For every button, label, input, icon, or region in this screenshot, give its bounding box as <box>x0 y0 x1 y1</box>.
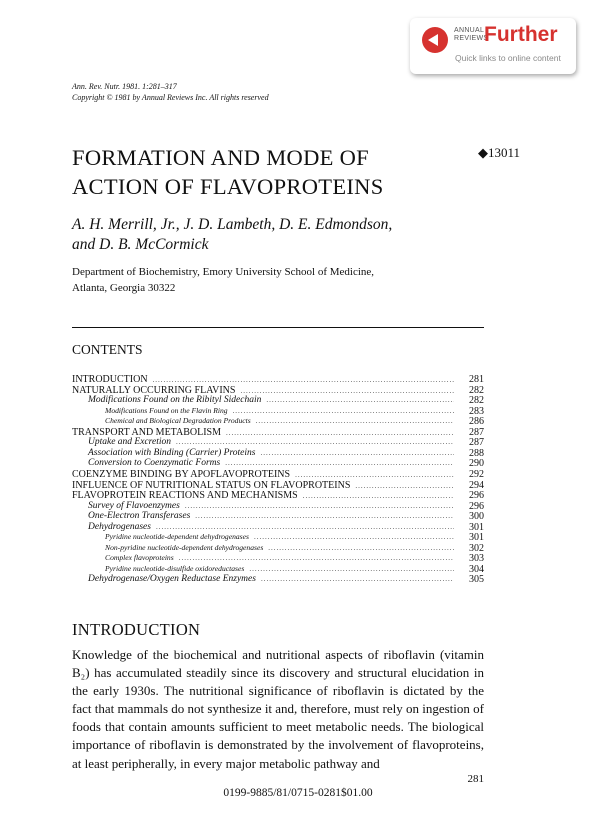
toc-leader-dots <box>260 449 454 457</box>
authors <box>72 215 392 255</box>
toc-entry-page: 294 <box>469 479 484 491</box>
toc-entry-page: 286 <box>469 416 484 426</box>
toc-entry[interactable] <box>72 458 484 468</box>
toc-entry[interactable] <box>72 406 484 415</box>
authors-line1: A. H. Merrill, Jr., J. D. Lambeth, D. E. Edmondson, <box>72 216 393 233</box>
toc-entry-page: 296 <box>469 490 484 502</box>
toc-entry-label: Pyridine nucleotide-disulfide oxidoreductases <box>105 563 245 573</box>
toc-entry[interactable] <box>72 427 484 438</box>
toc-entry-label: Complex flavoproteins <box>105 553 174 563</box>
toc-entry-page: 302 <box>469 542 484 552</box>
toc-entry[interactable] <box>72 374 484 385</box>
toc-entry[interactable] <box>72 522 484 532</box>
introduction-heading: INTRODUCTION <box>72 620 201 639</box>
toc-entry-page: 282 <box>469 395 484 406</box>
toc-entry-label: Uptake and Excretion <box>88 437 172 448</box>
toc-leader-dots <box>254 533 454 541</box>
toc-leader-dots <box>266 396 454 404</box>
toc-entry[interactable] <box>72 416 484 425</box>
toc-entry-label: Pyridine nucleotide-dependent dehydrogenases <box>105 532 249 542</box>
toc-entry-label: Modifications Found on the Ribityl Sidechain <box>88 395 262 406</box>
page-number: 281 <box>467 773 484 785</box>
toc-leader-dots <box>153 376 454 384</box>
title-line2: ACTION OF FLAVOPROTEINS <box>72 174 384 199</box>
toc-entry[interactable] <box>72 553 484 562</box>
toc-entry-label: Chemical and Biological Degradation Products <box>105 416 251 426</box>
toc-leader-dots <box>249 565 454 573</box>
toc-entry-page: 304 <box>469 563 484 573</box>
toc-leader-dots <box>295 471 454 479</box>
toc-entry-label: Dehydrogenases <box>88 521 151 532</box>
toc-entry-page: 281 <box>469 374 484 385</box>
toc-leader-dots <box>225 459 454 467</box>
citation-line1: Ann. Rev. Nutr. 1981. 1:281–317 <box>72 82 177 91</box>
toc-entry[interactable] <box>72 501 484 511</box>
toc-leader-dots <box>156 523 454 531</box>
article-number: ◆13011 <box>478 145 521 160</box>
title-line1: FORMATION AND MODE OF <box>72 145 369 170</box>
affiliation <box>72 264 374 296</box>
citation <box>72 81 269 103</box>
toc-entry-label: COENZYME BINDING BY APOFLAVOPROTEINS <box>72 468 291 480</box>
toc-entry-page: 288 <box>469 447 484 458</box>
toc-entry-label: Non-pyridine nucleotide-dependent dehydrogenases <box>105 542 264 552</box>
toc-entry[interactable] <box>72 480 484 491</box>
badge-reviews: REVIEWS <box>454 35 489 42</box>
citation-line2: Copyright © 1981 by Annual Reviews Inc. All rights reserved <box>72 93 269 102</box>
toc-entry-label: Association with Binding (Carrier) Proteins <box>88 447 256 458</box>
toc-leader-dots <box>176 438 454 446</box>
toc-leader-dots <box>268 544 454 552</box>
toc-entry[interactable] <box>72 385 484 396</box>
toc-entry-label: NATURALLY OCCURRING FLAVINS <box>72 384 236 396</box>
toc-leader-dots <box>185 502 454 510</box>
toc-entry[interactable] <box>72 564 484 573</box>
further-word: Further <box>484 23 558 46</box>
toc-entry-page: 296 <box>469 500 484 511</box>
toc-entry[interactable] <box>72 574 484 584</box>
toc-entry[interactable] <box>72 532 484 541</box>
badge-annual: ANNUAL <box>454 27 485 34</box>
toc-entry-label: One-Electron Transferases <box>88 511 191 522</box>
toc-entry-page: 282 <box>469 384 484 396</box>
toc-leader-dots <box>256 417 454 425</box>
footer-code: 0199-9885/81/0715-0281$01.00 <box>223 787 373 799</box>
divider-rule <box>72 327 484 328</box>
toc-entry[interactable] <box>72 395 484 405</box>
toc-entry-page: 292 <box>469 468 484 480</box>
toc-entry-label: Conversion to Coenzymatic Forms <box>88 458 221 469</box>
toc-entry-page: 305 <box>469 574 484 585</box>
toc-entry-label: Modifications Found on the Flavin Ring <box>105 405 228 415</box>
toc-entry-page: 283 <box>469 405 484 415</box>
toc-entry-label: Dehydrogenase/Oxygen Reductase Enzymes <box>88 574 256 585</box>
affiliation-line1: Department of Biochemistry, Emory University School of Medicine, <box>72 266 375 278</box>
article-title <box>72 143 384 201</box>
contents-heading: CONTENTS <box>72 342 143 357</box>
toc-entry-page: 287 <box>469 437 484 448</box>
toc-entry-page: 287 <box>469 426 484 438</box>
toc-entry[interactable] <box>72 437 484 447</box>
toc-leader-dots <box>303 492 454 500</box>
toc-entry[interactable] <box>72 448 484 458</box>
toc-entry-page: 301 <box>469 521 484 532</box>
toc-leader-dots <box>261 575 454 583</box>
toc-entry-page: 300 <box>469 511 484 522</box>
badge-tagline[interactable]: Quick links to online content <box>455 53 561 63</box>
toc-entry-label: INTRODUCTION <box>72 374 148 385</box>
toc-entry[interactable] <box>72 490 484 501</box>
toc-entry-label: Survey of Flavoenzymes <box>88 500 180 511</box>
toc-entry-page: 290 <box>469 458 484 469</box>
toc-entry-page: 301 <box>469 532 484 542</box>
toc-entry-page: 303 <box>469 553 484 563</box>
toc-entry-label: TRANSPORT AND METABOLISM <box>72 426 221 438</box>
affiliation-line2: Atlanta, Georgia 30322 <box>72 282 176 294</box>
toc-leader-dots <box>195 512 454 520</box>
toc-leader-dots <box>226 429 454 437</box>
further-badge[interactable] <box>410 18 576 74</box>
toc-entry-label: INFLUENCE OF NUTRITIONAL STATUS ON FLAVOPROTEINS <box>72 479 351 491</box>
toc-entry[interactable] <box>72 469 484 480</box>
toc-entry[interactable] <box>72 543 484 552</box>
toc-entry-label: FLAVOPROTEIN REACTIONS AND MECHANISMS <box>72 490 298 502</box>
toc-entry[interactable] <box>72 511 484 521</box>
toc-leader-dots <box>179 554 454 562</box>
introduction-paragraph: Knowledge of the biochemical and nutritional aspects of riboflavin (vitamin B₂) has accumulated steadily since its discovery and structural elucidation in the early 1930s. The nutritional significance of riboflavin is dictated by the fact that mammals do not synthesize it and, therefore, must rely on ingestion of foods that contain amounts sufficient to meet metabolic needs. The biological importance of riboflavin is demonstrated by the involvement of flavoproteins, at least peripherally, in every major metabolic pathway and <box>72 647 484 771</box>
toc-leader-dots <box>355 482 454 490</box>
toc-leader-dots <box>240 387 454 395</box>
authors-line2: and D. B. McCormick <box>72 236 209 253</box>
play-back-icon <box>422 27 448 53</box>
toc-leader-dots <box>233 407 454 415</box>
